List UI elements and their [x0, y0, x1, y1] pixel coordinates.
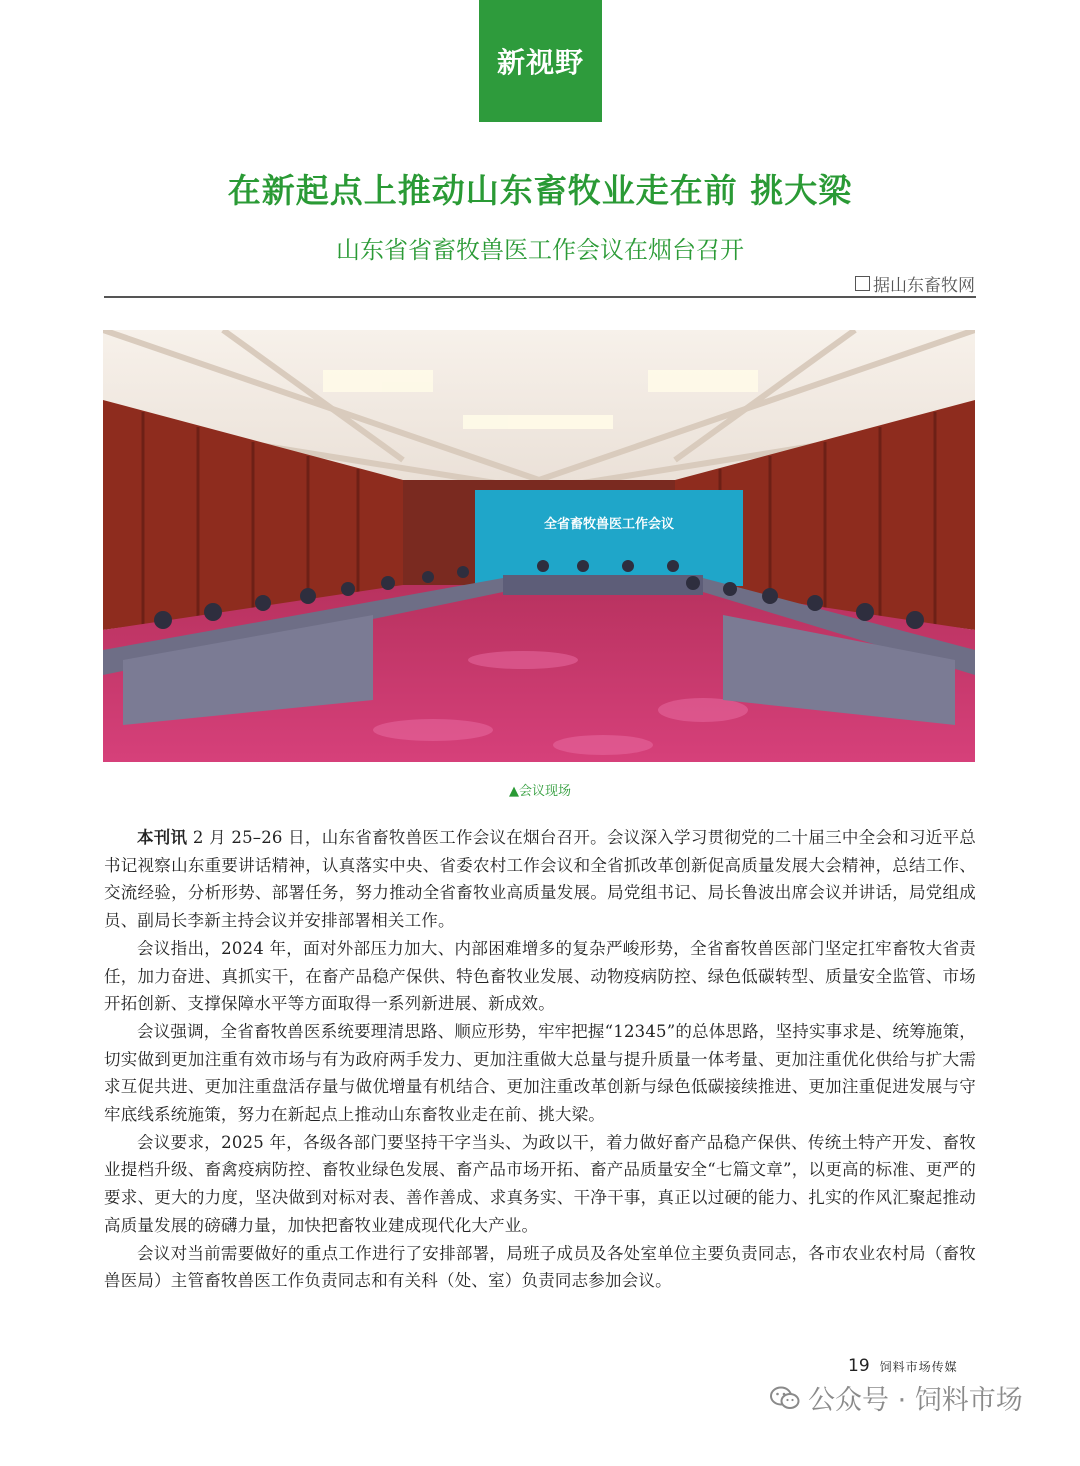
- page-number: 19: [848, 1356, 870, 1376]
- headline-title: 在新起点上推动山东畜牧业走在前 挑大梁: [227, 171, 853, 210]
- article-body: [104, 824, 976, 1295]
- publication-name: 饲料市场传媒: [879, 1360, 958, 1374]
- source-credit: [855, 271, 975, 296]
- watermark-text: 公众号 · 饲料市场: [808, 1385, 1023, 1416]
- wechat-icon: [770, 1385, 800, 1411]
- square-bullet-icon: [855, 276, 870, 291]
- paragraph-5: 会议对当前需要做好的重点工作进行了安排部署，局班子成员及各处室单位主要负责同志，各市农业农村局（畜牧兽医局）主管畜牧兽医工作负责同志和有关科（处、室）负责同志参加会议。: [104, 1243, 976, 1291]
- section-tab: [479, 0, 602, 122]
- meeting-scene-illustration: [103, 330, 975, 762]
- divider: [104, 296, 976, 298]
- wechat-watermark: [770, 1378, 1023, 1417]
- paragraph-4: 会议要求，2025 年，各级各部门要坚持干字当头、为政以干，着力做好畜产品稳产保供、传统土特产开发、畜牧业提档升级、畜禽疫病防控、畜牧业绿色发展、畜产品市场开拓、畜产品质量安全“七篇文章”，以更高的标准、更严的要求、更大的力度，坚决做到对标对表、善作善成、求真务实、干净干事，真正以过硬的能力、扎实的作风汇聚起推动高质量发展的磅礴力量，加快把畜牧业建成现代化大产业。: [104, 1132, 976, 1235]
- paragraph-1: [104, 824, 976, 935]
- source-text: 据山东畜牧网: [873, 276, 975, 296]
- meeting-photo: [103, 330, 975, 762]
- paragraph-3: 会议强调，全省畜牧兽医系统要理清思路、顺应形势，牢牢把握“12345”的总体思路，坚持实事求是、统筹施策，切实做到更加注重有效市场与有为政府两手发力、更加注重做大总量与提升质量一体考量、更加注重优化供给与扩大需求互促共进、更加注重盘活存量与做优增量有机结合、更加注重改革创新与绿色低碳接续推进、更加注重促进发展与守牢底线系统施策，努力在新起点上推动山东畜牧业走在前、挑大梁。: [104, 1021, 976, 1125]
- section-tab-label: 新视野: [496, 46, 584, 79]
- article-lead: 本刊讯: [137, 828, 188, 847]
- headline-subtitle: 山东省省畜牧兽医工作会议在烟台召开: [336, 236, 744, 264]
- page-footer: [848, 1356, 958, 1376]
- paragraph-2: 会议指出，2024 年，面对外部压力加大、内部困难增多的复杂严峻形势，全省畜牧兽医部门坚定扛牢畜牧大省责任，加力奋进、真抓实干，在畜产品稳产保供、特色畜牧业发展、动物疫病防控、绿色低碳转型、质量安全监管、市场开拓创新、支撑保障水平等方面取得一系列新进展、新成效。: [104, 938, 976, 1014]
- photo-caption: ▲会议现场: [509, 784, 571, 799]
- paragraph-1-text: 2 月 25–26 日，山东省畜牧兽医工作会议在烟台召开。会议深入学习贯彻党的二十届三中全会和习近平总书记视察山东重要讲话精神，认真落实中央、省委农村工作会议和全省抓改革创新促高质量发展大会精神，总结工作、交流经验，分析形势、部署任务，努力推动全省畜牧业高质量发展。局党组书记、局长鲁波出席会议并讲话，局党组成员、副局长李新主持会议并安排部署相关工作。: [104, 828, 976, 931]
- screen-title: 全省畜牧兽医工作会议: [543, 517, 675, 532]
